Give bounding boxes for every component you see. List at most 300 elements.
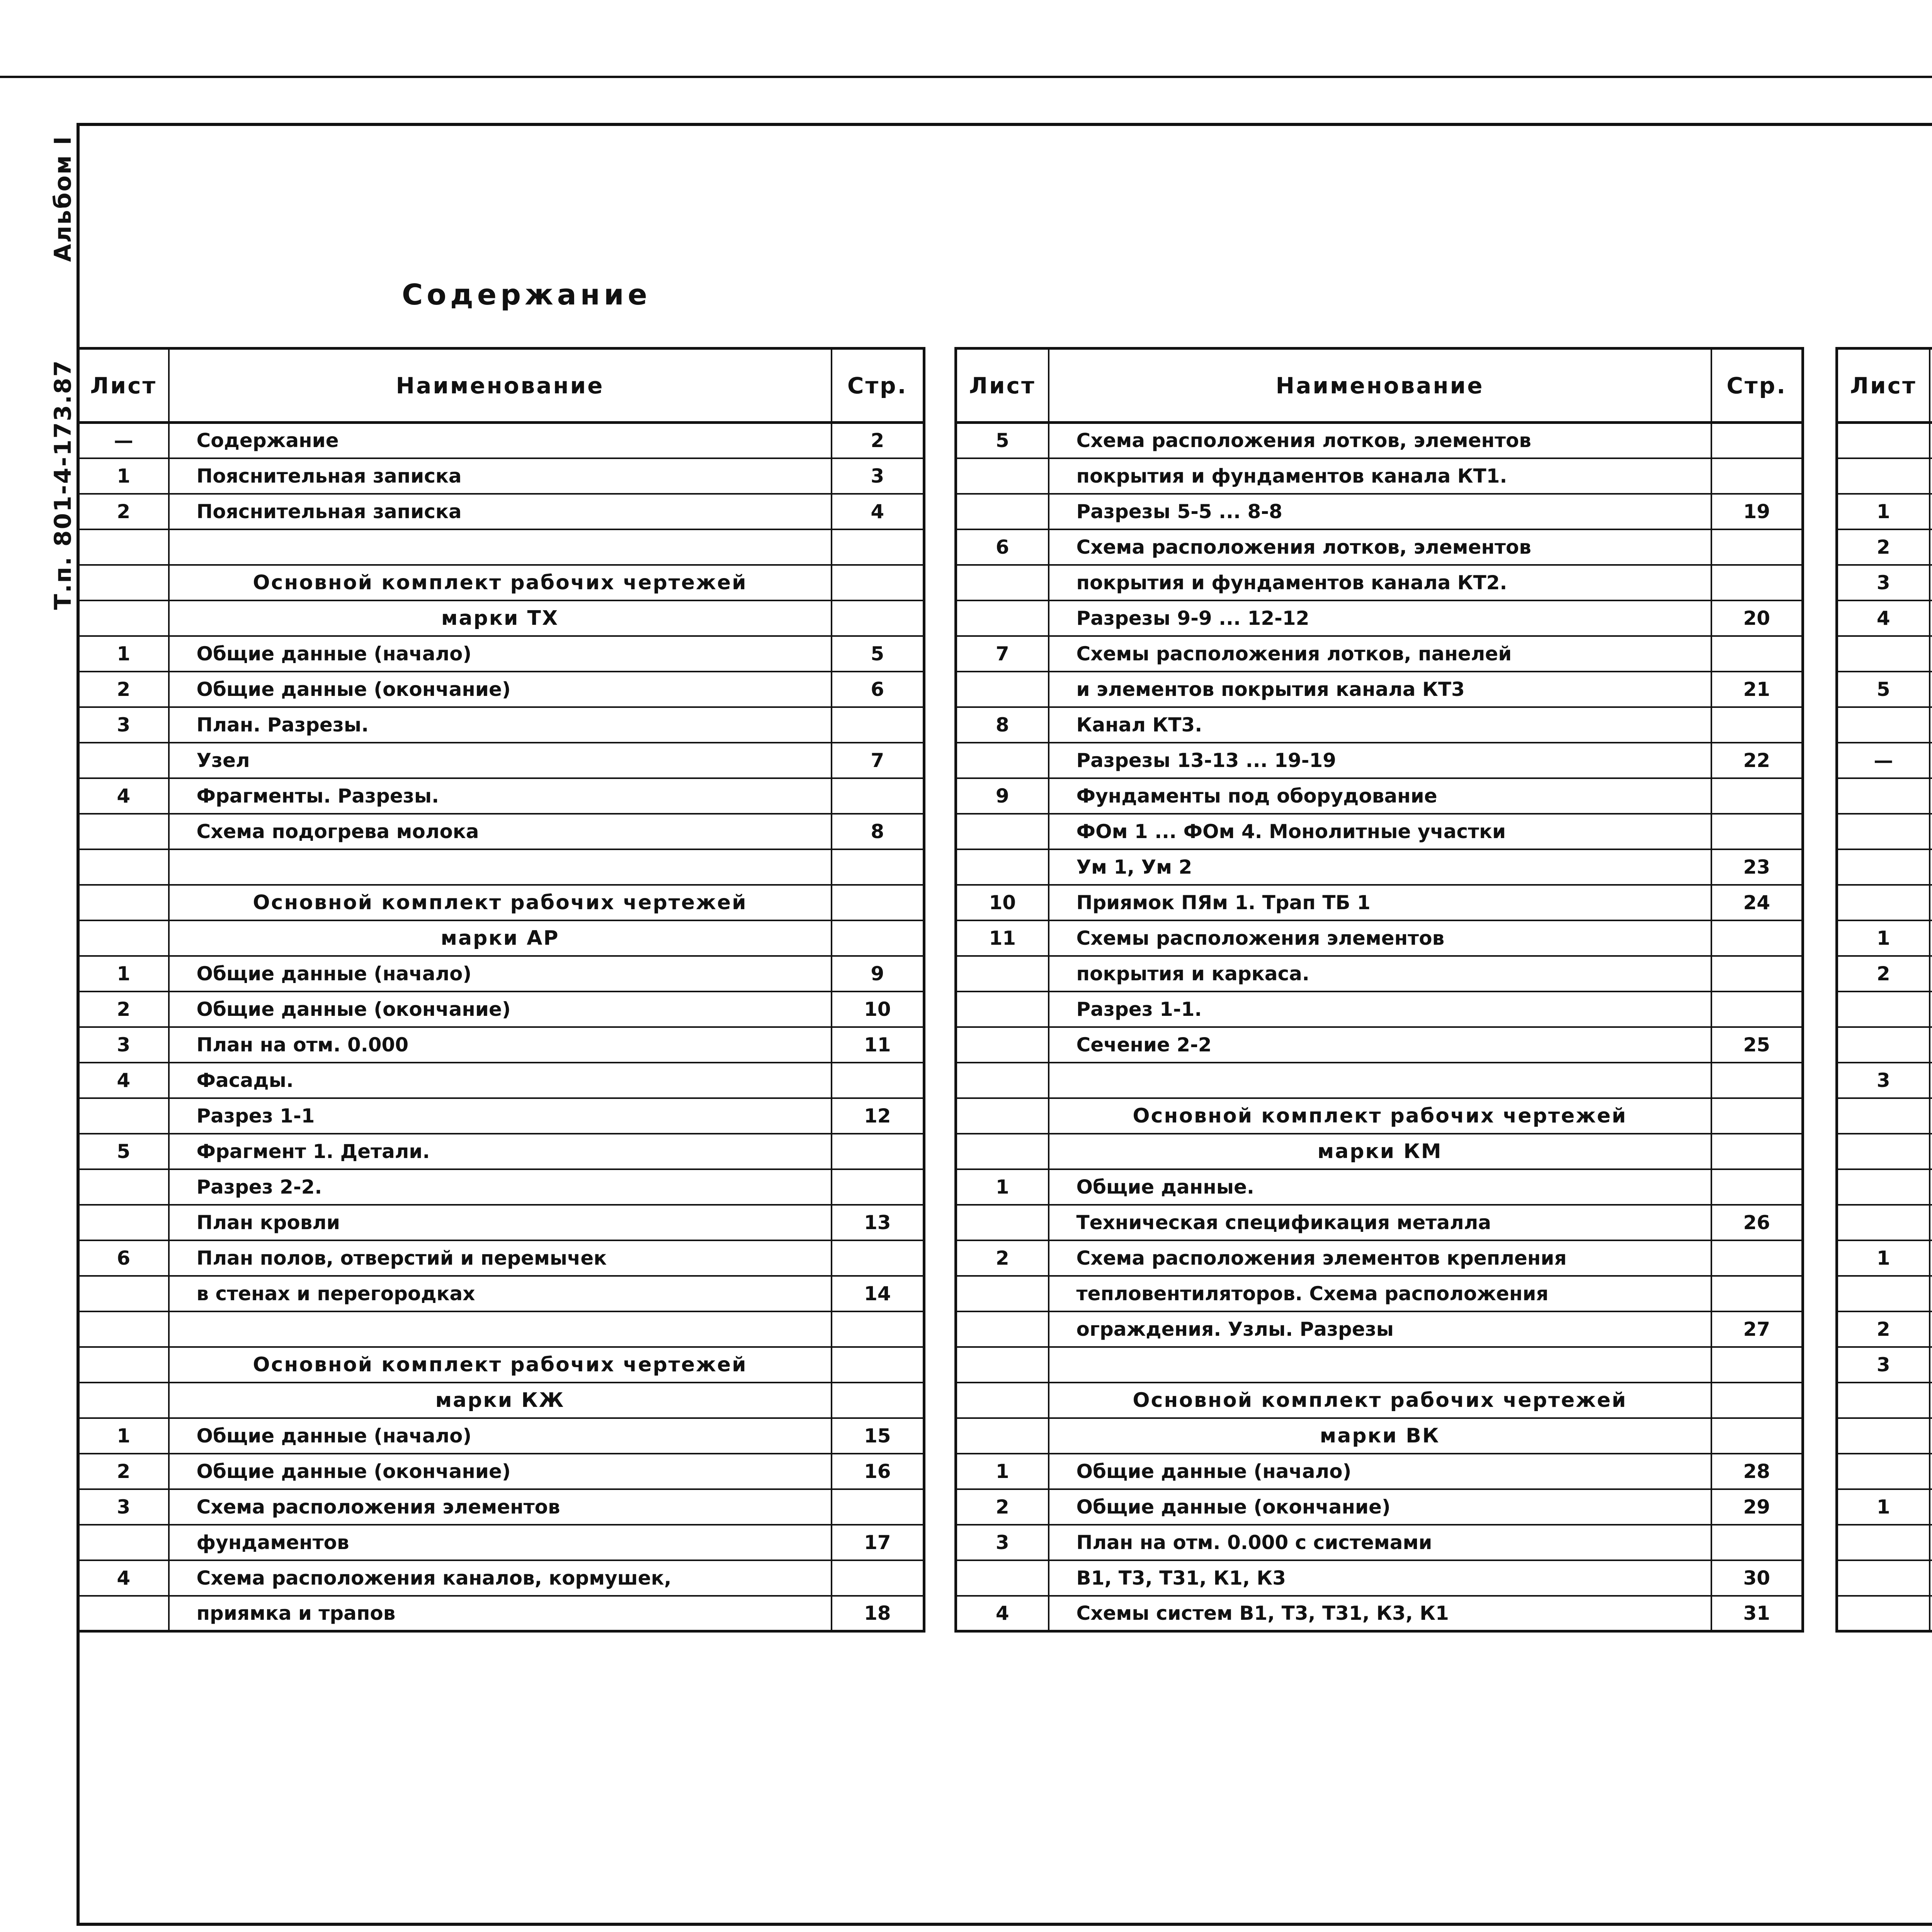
sheet-cell: 3 <box>78 1489 169 1525</box>
sheet-cell: 4 <box>956 1596 1049 1631</box>
page-cell: 11 <box>832 1027 924 1063</box>
table-row <box>1837 494 1932 529</box>
table-row <box>956 992 1803 1027</box>
sheet-cell <box>78 529 169 565</box>
table-row <box>78 1205 924 1240</box>
col-page-header: Стр. <box>832 349 924 423</box>
sheet-cell <box>1837 1560 1930 1596</box>
table-row <box>1837 1240 1932 1276</box>
table-row <box>956 1418 1803 1454</box>
table-row <box>956 636 1803 672</box>
name-cell <box>1930 1098 1932 1134</box>
page-cell: 5 <box>832 636 924 672</box>
table-row <box>956 1134 1803 1169</box>
page-cell: 8 <box>832 814 924 849</box>
sheet-cell: 1 <box>78 636 169 672</box>
table-row <box>1837 1276 1932 1311</box>
name-cell: Общие данные. <box>1049 1169 1711 1205</box>
name-cell: приямка и трапов <box>169 1596 832 1631</box>
name-cell: Схемы систем В1, Т3, Т31, К3, К1 <box>1049 1596 1711 1631</box>
name-cell: Канал КТ3. <box>1049 707 1711 743</box>
sheet-cell: 1 <box>78 956 169 992</box>
section-header-cell: Основной комплект рабочих чертежей <box>169 565 832 600</box>
table-row <box>1837 1027 1932 1063</box>
sheet-cell <box>956 1134 1049 1169</box>
table-row <box>78 992 924 1027</box>
name-cell: фундаментов <box>169 1525 832 1560</box>
page-cell <box>832 1489 924 1525</box>
name-cell: Общие данные (начало) <box>1049 1454 1711 1489</box>
name-cell: Приямок ПЯм 1. Трап ТБ 1 <box>1049 885 1711 920</box>
name-cell <box>1930 600 1932 636</box>
table-row <box>956 885 1803 920</box>
name-cell <box>1930 1276 1932 1311</box>
sheet-cell: 2 <box>1837 529 1930 565</box>
sheet-cell <box>1837 458 1930 494</box>
table-row <box>1837 1454 1932 1489</box>
sheet-cell <box>78 1169 169 1205</box>
name-cell <box>1930 707 1932 743</box>
table-row <box>956 778 1803 814</box>
name-cell: Общие данные (окончание) <box>1049 1489 1711 1525</box>
sheet-cell: — <box>1837 743 1930 778</box>
section-header-cell <box>1930 1169 1932 1205</box>
name-cell <box>1049 1347 1711 1383</box>
name-cell: в стенах и перегородках <box>169 1276 832 1311</box>
col-sheet-header: Лист <box>1837 349 1930 423</box>
page-cell <box>832 920 924 956</box>
col-name-header <box>1930 349 1932 423</box>
page-cell <box>1711 1525 1803 1560</box>
table-row <box>956 1276 1803 1311</box>
name-cell <box>1930 1560 1932 1596</box>
sheet-cell: 2 <box>956 1489 1049 1525</box>
sheet-cell: 3 <box>78 707 169 743</box>
name-cell: Техническая спецификация металла <box>1049 1205 1711 1240</box>
page-cell: 18 <box>832 1596 924 1631</box>
name-cell <box>1930 494 1932 529</box>
sheet-cell: 6 <box>78 1240 169 1276</box>
sheet-cell: 3 <box>1837 1347 1930 1383</box>
table-row <box>78 1169 924 1205</box>
page-cell <box>1711 458 1803 494</box>
name-cell <box>1930 1311 1932 1347</box>
name-cell: План на отм. 0.000 <box>169 1027 832 1063</box>
table-row <box>956 1454 1803 1489</box>
sheet-cell <box>78 1205 169 1240</box>
section-header-cell: марки ТХ <box>169 600 832 636</box>
table-row <box>1837 743 1932 778</box>
contents-table-right <box>1835 347 1932 1633</box>
sheet-cell <box>1837 1098 1930 1134</box>
page-cell <box>1711 992 1803 1027</box>
table-row <box>1837 1489 1932 1525</box>
name-cell: Схема расположения элементов <box>169 1489 832 1525</box>
table-row <box>78 885 924 920</box>
table-row <box>956 1169 1803 1205</box>
sheet-cell: 1 <box>78 1418 169 1454</box>
section-header-cell <box>1930 423 1932 458</box>
page-cell <box>832 600 924 636</box>
page-cell: 3 <box>832 458 924 494</box>
sheet-cell: 3 <box>956 1525 1049 1560</box>
page-cell: 4 <box>832 494 924 529</box>
sheet-cell: 4 <box>1837 600 1930 636</box>
section-header-cell: марки КМ <box>1049 1134 1711 1169</box>
sheet-cell <box>1837 814 1930 849</box>
sheet-cell <box>78 1596 169 1631</box>
table-row <box>78 814 924 849</box>
table-row <box>956 529 1803 565</box>
section-header-cell: марки ВК <box>1049 1418 1711 1454</box>
name-cell: Разрезы 13-13 ... 19-19 <box>1049 743 1711 778</box>
table-row <box>78 636 924 672</box>
table-row <box>1837 1383 1932 1418</box>
section-header-cell <box>1930 1418 1932 1454</box>
name-cell <box>1930 1134 1932 1169</box>
table-row <box>956 920 1803 956</box>
sheet-cell: 1 <box>1837 1489 1930 1525</box>
name-cell: Пояснительная записка <box>169 458 832 494</box>
section-header-cell <box>1930 885 1932 920</box>
page-cell <box>1711 565 1803 600</box>
page-cell: 28 <box>1711 1454 1803 1489</box>
table-row <box>1837 885 1932 920</box>
sheet-cell: 2 <box>78 992 169 1027</box>
sheet-cell <box>1837 849 1930 885</box>
sheet-cell <box>1837 992 1930 1027</box>
page-cell: 26 <box>1711 1205 1803 1240</box>
sheet-cell <box>956 672 1049 707</box>
page-cell <box>1711 1169 1803 1205</box>
page-cell: 10 <box>832 992 924 1027</box>
page-cell <box>1711 1098 1803 1134</box>
page-cell <box>832 1560 924 1596</box>
table-row <box>78 956 924 992</box>
table-row <box>956 458 1803 494</box>
section-header-cell: Основной комплект рабочих чертежей <box>1049 1383 1711 1418</box>
page-cell: 16 <box>832 1454 924 1489</box>
sheet-cell <box>1837 1418 1930 1454</box>
page-cell <box>1711 1418 1803 1454</box>
sheet-cell: 3 <box>78 1027 169 1063</box>
sheet-cell <box>1837 1383 1930 1418</box>
table-row <box>956 1347 1803 1383</box>
name-cell: План кровли <box>169 1205 832 1240</box>
page-cell <box>832 1134 924 1169</box>
sheet-cell <box>1837 1027 1930 1063</box>
sheet-cell <box>78 885 169 920</box>
table-row <box>1837 1418 1932 1454</box>
name-cell: Пояснительная записка <box>169 494 832 529</box>
page-cell <box>1711 1383 1803 1418</box>
section-header-cell: марки АР <box>169 920 832 956</box>
page-cell <box>832 849 924 885</box>
page-cell: 14 <box>832 1276 924 1311</box>
name-cell: Фасады. <box>169 1063 832 1098</box>
sheet-cell: 4 <box>78 778 169 814</box>
table-row <box>78 1560 924 1596</box>
table-row <box>78 849 924 885</box>
sheet-cell: 1 <box>1837 494 1930 529</box>
page-cell <box>832 1347 924 1383</box>
table-row <box>956 565 1803 600</box>
sheet-cell <box>78 565 169 600</box>
sheet-cell <box>956 992 1049 1027</box>
name-cell: Фрагменты. Разрезы. <box>169 778 832 814</box>
table-row <box>956 849 1803 885</box>
table-row <box>956 1383 1803 1418</box>
sheet-cell <box>956 814 1049 849</box>
page-cell: 23 <box>1711 849 1803 885</box>
table-row <box>1837 849 1932 885</box>
name-cell: покрытия и фундаментов канала КТ2. <box>1049 565 1711 600</box>
name-cell: Схема подогрева молока <box>169 814 832 849</box>
section-header-cell: Основной комплект рабочих чертежей <box>169 885 832 920</box>
sheet-cell <box>78 1383 169 1418</box>
sheet-cell <box>956 1276 1049 1311</box>
sheet-cell: 3 <box>1837 1063 1930 1098</box>
page-cell: 24 <box>1711 885 1803 920</box>
name-cell: Фундаменты под оборудование <box>1049 778 1711 814</box>
page-cell: 21 <box>1711 672 1803 707</box>
sheet-cell <box>956 565 1049 600</box>
sheet-cell: 5 <box>1837 672 1930 707</box>
page-cell: 12 <box>832 1098 924 1134</box>
table-row <box>78 1525 924 1560</box>
page-cell: 15 <box>832 1418 924 1454</box>
table-row <box>1837 814 1932 849</box>
name-cell: тепловентиляторов. Схема расположения <box>1049 1276 1711 1311</box>
side-album-label: Альбом I <box>49 135 77 262</box>
name-cell <box>1930 1596 1932 1631</box>
sheet-cell <box>78 1347 169 1383</box>
sheet-cell <box>1837 1134 1930 1169</box>
sheet-cell: 6 <box>956 529 1049 565</box>
table-row <box>78 1027 924 1063</box>
page-title: Содержание <box>402 278 651 311</box>
sheet-cell <box>1837 1454 1930 1489</box>
name-cell: Схема расположения лотков, элементов <box>1049 423 1711 458</box>
col-sheet-header: Лист <box>956 349 1049 423</box>
section-header-cell <box>1930 458 1932 494</box>
sheet-cell: 11 <box>956 920 1049 956</box>
name-cell <box>1930 992 1932 1027</box>
page-cell <box>832 778 924 814</box>
name-cell: покрытия и фундаментов канала КТ1. <box>1049 458 1711 494</box>
table-row <box>1837 1596 1932 1631</box>
name-cell <box>1930 1347 1932 1383</box>
name-cell: Общие данные (окончание) <box>169 992 832 1027</box>
name-cell <box>1049 1063 1711 1098</box>
sheet-cell: 4 <box>78 1560 169 1596</box>
sheet-cell: 10 <box>956 885 1049 920</box>
table-row <box>78 743 924 778</box>
sheet-cell <box>78 600 169 636</box>
page-cell <box>1711 423 1803 458</box>
name-cell <box>169 1311 832 1347</box>
name-cell <box>1930 636 1932 672</box>
sheet-cell <box>956 956 1049 992</box>
page-cell: 9 <box>832 956 924 992</box>
sheet-cell: 2 <box>1837 1311 1930 1347</box>
name-cell: Фрагмент 1. Детали. <box>169 1134 832 1169</box>
page-cell <box>832 1063 924 1098</box>
table-row <box>1837 1063 1932 1098</box>
page-cell <box>832 1311 924 1347</box>
page-cell: 30 <box>1711 1560 1803 1596</box>
name-cell <box>1930 565 1932 600</box>
sheet-cell: 1 <box>1837 920 1930 956</box>
table-row <box>956 707 1803 743</box>
section-header-cell: марки КЖ <box>169 1383 832 1418</box>
name-cell <box>1930 1383 1932 1418</box>
name-cell <box>169 849 832 885</box>
page-cell <box>1711 778 1803 814</box>
page-cell <box>1711 814 1803 849</box>
sheet-cell <box>1837 1205 1930 1240</box>
table-row <box>1837 672 1932 707</box>
table-row <box>956 1560 1803 1596</box>
sheet-cell <box>956 1383 1049 1418</box>
table-row <box>1837 423 1932 458</box>
name-cell: План. Разрезы. <box>169 707 832 743</box>
table-row <box>78 1098 924 1134</box>
page-cell <box>832 1169 924 1205</box>
sheet-cell <box>1837 423 1930 458</box>
name-cell: и элементов покрытия канала КТ3 <box>1049 672 1711 707</box>
name-cell: ограждения. Узлы. Разрезы <box>1049 1311 1711 1347</box>
page-cell <box>1711 1240 1803 1276</box>
name-cell: Общие данные (начало) <box>169 636 832 672</box>
sheet-cell <box>956 1560 1049 1596</box>
table-row <box>78 1063 924 1098</box>
table-row <box>956 1205 1803 1240</box>
table-row <box>956 1027 1803 1063</box>
page-cell <box>1711 1276 1803 1311</box>
sheet-cell <box>78 1525 169 1560</box>
name-cell: Схемы расположения элементов <box>1049 920 1711 956</box>
side-code-label: Т.п. 801-4-173.87 <box>49 359 77 610</box>
table-row <box>78 1276 924 1311</box>
page-cell: 27 <box>1711 1311 1803 1347</box>
sheet-cell <box>78 1098 169 1134</box>
table-row <box>78 707 924 743</box>
name-cell: Общие данные (начало) <box>169 956 832 992</box>
name-cell: Схема расположения каналов, кормушек, <box>169 1560 832 1596</box>
name-cell: Общие данные (окончание) <box>169 1454 832 1489</box>
table-row <box>956 1489 1803 1525</box>
col-name-header: Наименование <box>1049 349 1711 423</box>
table-row <box>956 494 1803 529</box>
sheet-cell <box>956 849 1049 885</box>
sheet-cell <box>1837 885 1930 920</box>
table-row <box>956 1240 1803 1276</box>
table-row <box>78 1418 924 1454</box>
name-cell: Разрезы 9-9 ... 12-12 <box>1049 600 1711 636</box>
sheet-cell: 2 <box>78 1454 169 1489</box>
name-cell: Схема расположения лотков, элементов <box>1049 529 1711 565</box>
page-cell: 31 <box>1711 1596 1803 1631</box>
sheet-cell <box>1837 636 1930 672</box>
table-row <box>78 1347 924 1383</box>
table-row <box>956 1063 1803 1098</box>
table-row <box>1837 778 1932 814</box>
sheet-cell <box>1837 1525 1930 1560</box>
table-row <box>1837 956 1932 992</box>
table-row <box>78 1134 924 1169</box>
sheet-cell <box>956 1347 1049 1383</box>
sheet-cell: 2 <box>956 1240 1049 1276</box>
name-cell: ФОм 1 ... ФОм 4. Монолитные участки <box>1049 814 1711 849</box>
section-header-cell: Основной комплект рабочих чертежей <box>169 1347 832 1383</box>
name-cell: Общие данные (окончание) <box>169 672 832 707</box>
col-page-header: Стр. <box>1711 349 1803 423</box>
table-row <box>1837 1347 1932 1383</box>
name-cell: Разрезы 5-5 ... 8-8 <box>1049 494 1711 529</box>
page-cell: 22 <box>1711 743 1803 778</box>
section-header-cell <box>1930 1454 1932 1489</box>
sheet-cell: 5 <box>956 423 1049 458</box>
table-row <box>78 672 924 707</box>
page-cell: 20 <box>1711 600 1803 636</box>
table-row <box>1837 920 1932 956</box>
page-cell <box>1711 636 1803 672</box>
name-cell <box>1930 672 1932 707</box>
table-row <box>956 1525 1803 1560</box>
name-cell: План на отм. 0.000 с системами <box>1049 1525 1711 1560</box>
table-row <box>1837 1560 1932 1596</box>
sheet-cell: 1 <box>1837 1240 1930 1276</box>
table-row <box>1837 707 1932 743</box>
table-row <box>78 494 924 529</box>
sheet-cell <box>956 1063 1049 1098</box>
sheet-cell: 2 <box>78 494 169 529</box>
col-sheet-header: Лист <box>78 349 169 423</box>
table-row <box>78 1240 924 1276</box>
table-row <box>956 743 1803 778</box>
table-row <box>1837 529 1932 565</box>
name-cell <box>1930 778 1932 814</box>
name-cell <box>1930 920 1932 956</box>
table-row <box>78 1454 924 1489</box>
sheet-cell <box>956 1418 1049 1454</box>
sheet-cell <box>78 920 169 956</box>
contents-table-left <box>77 347 925 1633</box>
table-row <box>956 1596 1803 1631</box>
sheet-cell <box>956 494 1049 529</box>
table-row <box>1837 458 1932 494</box>
table-row <box>1837 1205 1932 1240</box>
sheet-cell <box>78 1311 169 1347</box>
table-row <box>956 1098 1803 1134</box>
table-row <box>956 814 1803 849</box>
page-cell: 25 <box>1711 1027 1803 1063</box>
table-row <box>78 529 924 565</box>
sheet-cell <box>956 1311 1049 1347</box>
page-cell <box>1711 1347 1803 1383</box>
name-cell: Ум 1, Ум 2 <box>1049 849 1711 885</box>
sheet-cell <box>78 849 169 885</box>
table-row <box>78 1489 924 1525</box>
name-cell: Разрез 2-2. <box>169 1169 832 1205</box>
sheet-cell <box>956 600 1049 636</box>
sheet-cell: 3 <box>1837 565 1930 600</box>
page-cell <box>832 1240 924 1276</box>
page-cell: 7 <box>832 743 924 778</box>
name-cell <box>1930 1063 1932 1098</box>
page-cell <box>1711 956 1803 992</box>
